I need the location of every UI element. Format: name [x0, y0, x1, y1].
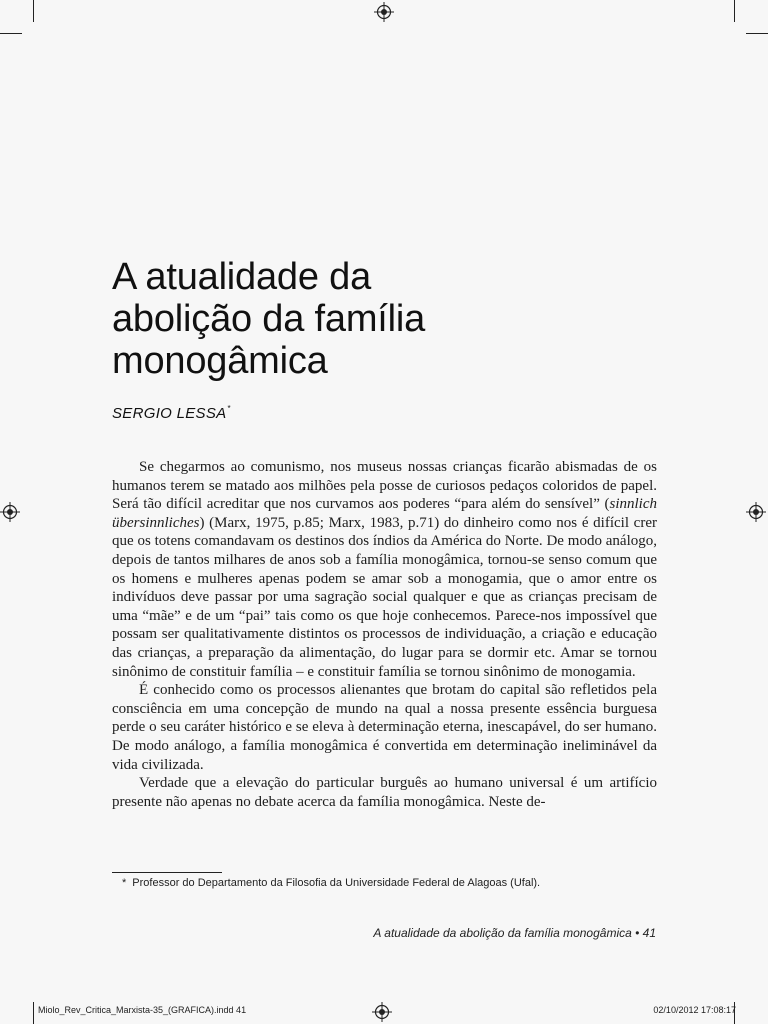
- registration-mark-icon: [0, 502, 20, 522]
- paragraph: [112, 458, 657, 681]
- article-title: [112, 256, 532, 382]
- registration-mark-icon: [372, 1002, 392, 1022]
- footnote-mark: *: [122, 877, 127, 889]
- paragraph: [112, 681, 657, 774]
- paragraph-text: ) (Marx, 1975, p.85; Marx, 1983, p.71) do dinheiro como nos é difícil crer que os totens comandavam os destinos dos índios da América do Norte. De modo análogo, depois de tantos milhares de anos sob a família monogâmica, tornou-se senso comum que os homens e mulheres apenas podem se amar sob a monogamia, que o amor entre os indivíduos deve passar por uma sagração social qualquer e que as crianças precisam de uma “mãe” e de um “pai” tais como os que hoje conhecemos. Parece-nos impossível que possam ser qualitativamente distintos os processos de individuação, a criação e educação das crianças, a preparação da alimentação, do lugar para se dormir etc. Amar se tornou sinônimo de constituir família – e constituir família se tornou sinônimo de monogamia.: [112, 514, 657, 680]
- title-line: monogâmica: [112, 340, 328, 382]
- crop-mark: [33, 1002, 34, 1024]
- italic-term: sinnlich übersinnliches: [112, 496, 657, 531]
- paragraph-text: É conhecido como os processos alienantes que brotam do capital são refletidos pela consciência em uma concepção de mundo na qual a nossa presente essência burguesa perde o seu caráter histórico e se eleva à determinação eterna, inescapável, do ser humano. De modo análogo, a família monogâmica é convertida em determinação ineliminável da vida civilizada.: [112, 682, 657, 773]
- author-name: SERGIO LESSA: [112, 405, 227, 422]
- author-footnote-mark: *: [227, 404, 231, 413]
- running-footer: A atualidade da abolição da família monogâmica • 41: [373, 926, 656, 940]
- crop-mark: [734, 0, 735, 22]
- crop-mark: [746, 33, 768, 34]
- title-line: A atualidade da: [112, 256, 372, 298]
- crop-mark: [33, 0, 34, 22]
- footnote: [122, 877, 540, 889]
- footnote-text: Professor do Departamento da Filosofia da Universidade Federal de Alagoas (Ufal).: [132, 877, 541, 889]
- footnote-rule: [112, 872, 222, 873]
- slug-filename: Miolo_Rev_Critica_Marxista-35_(GRAFICA).indd 41: [38, 1005, 247, 1015]
- registration-mark-icon: [374, 2, 394, 22]
- paragraph-text: Verdade que a elevação do particular burguês ao humano universal é um artifício presente não apenas no debate acerca da família monogâmica. Neste de-: [112, 775, 657, 810]
- paragraph: [112, 774, 657, 811]
- slug-datetime: 02/10/2012 17:08:17: [653, 1005, 736, 1015]
- registration-mark-icon: [746, 502, 766, 522]
- title-line: abolição da família: [112, 298, 426, 340]
- crop-mark: [0, 33, 22, 34]
- paragraph-text: Se chegarmos ao comunismo, nos museus nossas crianças ficarão abismadas de os humanos terem se matado aos milhões pela posse de curiosos pedaços coloridos de papel. Será tão difícil acreditar que nos curvamos aos poderes “para além do sensível” (: [112, 459, 657, 513]
- author-line: [112, 404, 231, 422]
- article-body: [112, 458, 657, 811]
